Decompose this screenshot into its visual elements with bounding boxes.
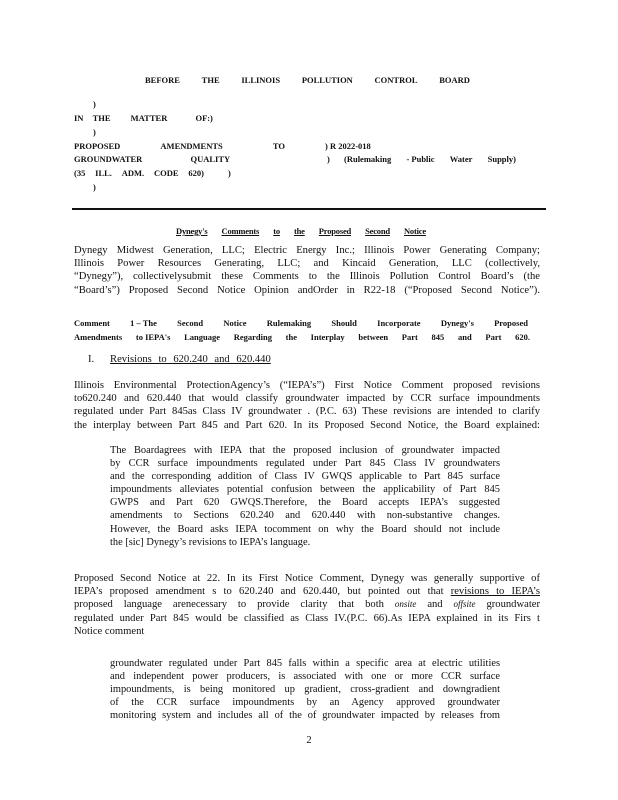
heading-word: Proposed xyxy=(494,318,528,328)
heading-word: the xyxy=(285,332,297,342)
caption-paren: ) xyxy=(210,113,213,123)
caption-code xyxy=(74,168,204,178)
header-word: BOARD xyxy=(439,75,470,85)
caption-word: (Rulemaking xyxy=(344,154,392,164)
heading-word: and xyxy=(457,332,472,342)
italic-offsite: offsite xyxy=(453,599,476,610)
section-number: I. xyxy=(88,354,95,365)
text-line: Dynegy Midwest Generation, LLC; Electric Energy Inc.; Illinois Power Generating Company; xyxy=(74,245,540,256)
text-line: monitoring system and includes all of the of groundwater impacted by releases from xyxy=(110,710,500,722)
caption-paren: ) xyxy=(327,154,330,164)
caption-in-the-matter xyxy=(74,113,210,123)
heading-word: 620. xyxy=(515,332,530,342)
title-word: the xyxy=(293,226,305,236)
text-line: Illinois Environmental ProtectionAgency’s (“IEPA’s”) First Notice Comment proposed revisions xyxy=(74,380,540,391)
text-line: and the corresponding addition of Class IV GWQS applicable to Part 845 surface xyxy=(110,471,500,483)
iepa-quote xyxy=(110,657,500,722)
text-segment: groundwater xyxy=(486,599,540,611)
text-line: “Dynegy”), collectivelysubmit these Comments to the Illinois Pollution Control Board’s (the xyxy=(74,271,540,283)
text-line: However, the Board asks IEPA tocomment on why the Board should not include xyxy=(110,523,500,535)
board-header xyxy=(72,75,544,85)
heading-word: Language xyxy=(184,332,221,342)
text-line xyxy=(74,585,540,598)
text-line: impoundments, is being monitored up gradient, cross-gradient and downgradient xyxy=(110,684,500,696)
heading-word: to IEPA's xyxy=(135,332,171,342)
comment-heading-line2 xyxy=(74,332,530,342)
caption-word: AMENDMENTS xyxy=(160,141,223,151)
heading-word: Should xyxy=(331,318,357,328)
text-line: of the CCR surface impoundments by an Agency approved groundwater xyxy=(110,697,500,709)
caption-proposed-amendments xyxy=(74,141,285,151)
header-word: CONTROL xyxy=(374,75,418,85)
caption-word: Water xyxy=(449,154,473,164)
caption-word: ILL. xyxy=(95,168,112,178)
board-quote xyxy=(110,444,500,549)
text-line: GWPS and Part 620 GWQS.Therefore, the Board accepts IEPA’s suggested xyxy=(110,497,500,509)
comment-heading xyxy=(74,318,528,328)
text-line: impoundments alleviates potential confusion between the applicability of Part 845 xyxy=(110,484,500,496)
caption-paren: ) xyxy=(93,99,96,109)
title-word: to xyxy=(273,226,280,236)
italic-onsite: onsite xyxy=(394,599,417,610)
header-word: BEFORE xyxy=(145,75,180,85)
title-word: Dynegy's xyxy=(176,226,208,236)
text-line: and independent power producers, is associated with one or more CCR surface xyxy=(110,671,500,683)
caption-word: Supply) xyxy=(487,154,516,164)
caption-word: IN xyxy=(74,113,84,123)
text-line: “Board’s”) Proposed Second Notice Opinion andOrder in R22-18 (“Proposed Second Notice”). xyxy=(74,284,540,296)
caption-paren: ) xyxy=(93,127,96,137)
heading-word: Notice xyxy=(223,318,247,328)
caption-word: OF: xyxy=(195,113,211,123)
underlined-phrase: revisions to IEPA’s xyxy=(450,586,540,598)
paragraph-iepa-comment xyxy=(74,379,540,432)
caption-word: MATTER xyxy=(130,113,168,123)
heading-word: Regarding xyxy=(233,332,272,342)
text-segment: and xyxy=(427,599,443,611)
header-word: POLLUTION xyxy=(301,75,353,85)
heading-word: Part xyxy=(401,332,418,342)
caption-word: - Public xyxy=(406,154,435,164)
caption-word: CODE xyxy=(154,168,179,178)
text-line: The Boardagrees with IEPA that the proposed inclusion of groundwater impacted xyxy=(110,445,500,456)
header-word: ILLINOIS xyxy=(241,75,281,85)
intro-paragraph xyxy=(74,244,540,297)
page-number: 2 xyxy=(306,735,312,746)
header-word: THE xyxy=(201,75,220,85)
paragraph-dynegy-comment xyxy=(74,572,540,638)
caption-word: (35 xyxy=(74,168,86,178)
caption-word: THE xyxy=(92,113,111,123)
text-segment: IEPA’s proposed amendment s to 620.240 and 620.440, but pointed out that xyxy=(74,586,444,598)
section-title: Revisions to 620.240 and 620.440 xyxy=(110,354,271,365)
title-word: Second xyxy=(365,226,390,236)
text-line: by CCR surface impoundments regulated under Part 845 Class IV groundwaters xyxy=(110,458,500,470)
caption-word: QUALITY xyxy=(190,154,231,164)
text-line: to620.240 and 620.440 that would classify groundwater impacted by CCR surface impoundments xyxy=(74,393,540,405)
caption-paren: ) xyxy=(93,182,96,192)
heading-word: Comment xyxy=(74,318,110,328)
text-line: Illinois Power Resources Generating, LLC; and Kincaid Generation, LLC (collectively, xyxy=(74,258,540,270)
text-line: the interplay between Part 845 and Part 620. In its Proposed Second Notice, the Board explained: xyxy=(74,419,540,431)
title-word: Proposed xyxy=(318,226,352,236)
caption-word: PROPOSED xyxy=(74,141,121,151)
caption-word: ADM. xyxy=(121,168,145,178)
rulemaking-type xyxy=(344,154,516,164)
heading-word: 1 – The xyxy=(130,318,157,328)
text-line: amendments to Sections 620.240 and 620.440 with non-substantive changes. xyxy=(110,510,500,522)
heading-word: between xyxy=(358,332,389,342)
title-word: Comments xyxy=(221,226,260,236)
rulemaking-number: ) R 2022-018 xyxy=(325,141,371,151)
title-word: Notice xyxy=(403,226,426,236)
text-line: groundwater regulated under Part 845 falls within a specific area at electric utilities xyxy=(110,658,500,669)
caption-word: 620) xyxy=(188,168,204,178)
text-line: Proposed Second Notice at 22. In its First Notice Comment, Dynegy was generally supportive of xyxy=(74,573,540,584)
caption-word: TO xyxy=(272,141,286,151)
heading-word: Incorporate xyxy=(377,318,421,328)
caption-divider xyxy=(72,208,546,210)
caption-groundwater-quality xyxy=(74,154,230,164)
text-line: Notice comment xyxy=(74,625,145,637)
heading-word: 845 xyxy=(431,332,445,342)
heading-word: Dynegy's xyxy=(440,318,474,328)
heading-word: Part xyxy=(485,332,502,342)
document-title xyxy=(176,226,426,236)
heading-word: Rulemaking xyxy=(266,318,312,328)
heading-word: Amendments xyxy=(74,332,123,342)
text-line: regulated under Part 845as Class IV groundwater . (P.C. 63) These revisions are intended to clarify xyxy=(74,406,540,418)
text-segment: proposed language arenecessary to provide clarity that both xyxy=(74,599,384,611)
text-line: the [sic] Dynegy’s revisions to IEPA’s language. xyxy=(110,536,311,548)
text-line xyxy=(74,598,540,611)
caption-word: GROUNDWATER xyxy=(74,154,143,164)
heading-word: Interplay xyxy=(310,332,345,342)
text-line: regulated under Part 845 would be classified as Class IV.(P.C. 66).As IEPA explained in its Firs t xyxy=(74,612,540,624)
caption-paren: ) xyxy=(228,168,231,178)
heading-word: Second xyxy=(177,318,204,328)
